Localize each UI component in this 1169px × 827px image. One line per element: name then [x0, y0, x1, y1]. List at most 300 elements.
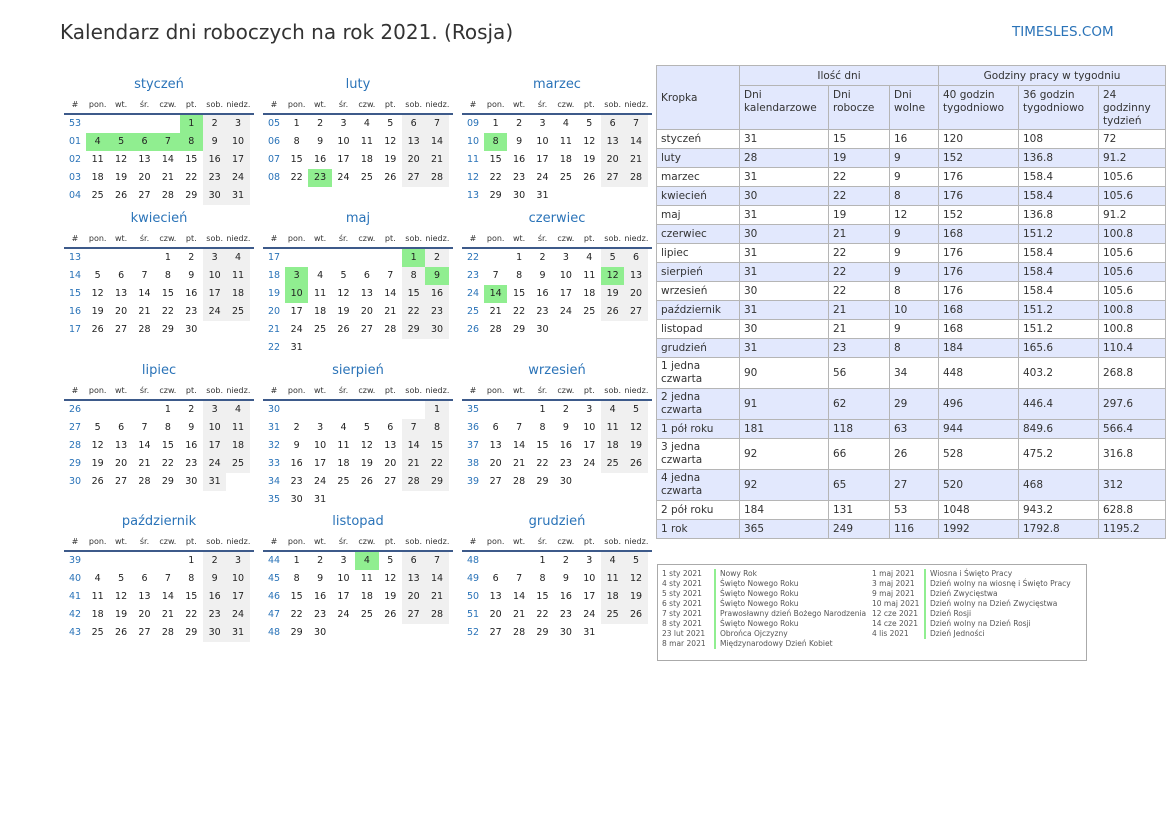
week-number: 14 — [68, 270, 82, 281]
day-cell: 26 — [384, 172, 397, 183]
day-cell — [109, 401, 132, 419]
day-cell: 11 — [601, 419, 624, 437]
day-cell: 8 — [425, 419, 448, 437]
day-cell: 22 — [185, 609, 198, 620]
day-cell: 17 — [226, 151, 249, 169]
value-cell: 152 — [939, 149, 1019, 168]
table-row — [657, 520, 1166, 539]
week-row — [64, 187, 254, 205]
day-cell: 6 — [141, 573, 148, 584]
week-number: 33 — [267, 458, 281, 469]
value-cell: 31 — [740, 130, 829, 149]
day-cell: 29 — [536, 476, 549, 487]
week-row — [64, 133, 254, 151]
day-cell: 13 — [384, 440, 397, 451]
day-cell: 9 — [425, 267, 448, 285]
day-cell: 21 — [138, 306, 151, 317]
day-cell: 25 — [601, 455, 624, 473]
week-row — [64, 169, 254, 187]
day-cell: 7 — [402, 419, 425, 437]
day-cell: 3 — [317, 422, 324, 433]
day-cell: 27 — [402, 606, 425, 624]
day-cell: 26 — [583, 172, 596, 183]
value-cell: 9 — [890, 320, 939, 339]
weekday-label: czw. — [358, 537, 376, 546]
day-cell: 22 — [513, 306, 526, 317]
day-cell: 14 — [384, 288, 397, 299]
day-cell: 6 — [492, 422, 499, 433]
day-cell: 18 — [91, 172, 104, 183]
holiday-date: 8 mar 2021 — [662, 639, 706, 648]
legend-item — [872, 619, 1071, 629]
day-cell: 26 — [624, 455, 647, 473]
month-calendar — [64, 209, 254, 339]
day-cell: 22 — [402, 303, 425, 321]
day-cell: 30 — [559, 627, 572, 638]
holiday-date: 8 sty 2021 — [662, 619, 702, 628]
day-cell: 4 — [340, 422, 347, 433]
day-cell: 9 — [317, 573, 324, 584]
day-cell: 30 — [185, 476, 198, 487]
value-cell: 30 — [740, 187, 829, 206]
day-cell: 9 — [516, 136, 523, 147]
value-cell: 297.6 — [1099, 389, 1166, 420]
holiday-date: 4 sty 2021 — [662, 579, 702, 588]
week-row — [462, 401, 652, 419]
legend-item — [662, 589, 866, 599]
day-cell — [601, 321, 624, 339]
day-cell: 20 — [489, 609, 502, 620]
day-cell — [332, 401, 355, 419]
value-cell: 176 — [939, 263, 1019, 282]
period-cell: lipiec — [657, 244, 740, 263]
week-number: 23 — [466, 270, 480, 281]
day-cell: 31 — [314, 494, 327, 505]
day-cell — [226, 473, 249, 491]
day-cell: 25 — [314, 324, 327, 335]
day-cell: 2 — [317, 555, 324, 566]
day-cell: 21 — [402, 455, 425, 473]
value-cell: 91.2 — [1099, 149, 1166, 168]
week-row — [462, 419, 652, 437]
value-cell: 30 — [740, 282, 829, 301]
value-cell: 10 — [890, 301, 939, 320]
day-cell: 14 — [484, 285, 507, 303]
day-cell: 10 — [559, 270, 572, 281]
day-cell: 24 — [226, 606, 249, 624]
day-cell: 18 — [360, 591, 373, 602]
week-row — [64, 321, 254, 339]
value-cell: 66 — [829, 439, 890, 470]
value-cell: 520 — [939, 470, 1019, 501]
day-cell: 12 — [360, 440, 373, 451]
day-cell — [601, 187, 624, 205]
day-cell: 30 — [513, 190, 526, 201]
week-row — [64, 552, 254, 570]
day-cell: 8 — [539, 422, 546, 433]
value-cell: 628.8 — [1099, 501, 1166, 520]
day-cell: 5 — [118, 573, 125, 584]
week-number: 16 — [68, 306, 82, 317]
week-row — [462, 285, 652, 303]
day-cell: 26 — [624, 606, 647, 624]
day-cell: 11 — [360, 573, 373, 584]
day-cell: 3 — [586, 555, 593, 566]
day-cell — [355, 401, 378, 419]
day-cell: 18 — [559, 154, 572, 165]
value-cell: 90 — [740, 358, 829, 389]
day-cell: 23 — [314, 609, 327, 620]
period-cell: listopad — [657, 320, 740, 339]
value-cell: 72 — [1099, 130, 1166, 149]
day-cell: 22 — [536, 458, 549, 469]
week-row — [263, 588, 453, 606]
day-cell: 22 — [161, 306, 174, 317]
day-cell: 16 — [536, 288, 549, 299]
day-cell: 19 — [583, 154, 596, 165]
day-cell: 21 — [161, 609, 174, 620]
day-cell: 4 — [226, 401, 249, 419]
week-row — [263, 303, 453, 321]
column-header: 40 godzin tygodniowo — [939, 86, 1019, 130]
weekday-label: niedz. — [425, 100, 450, 109]
day-cell — [624, 624, 647, 642]
day-cell: 17 — [536, 154, 549, 165]
column-header: Dni wolne — [890, 86, 939, 130]
day-cell — [355, 339, 378, 357]
day-cell: 26 — [115, 627, 128, 638]
day-cell: 20 — [138, 609, 151, 620]
day-cell: 20 — [402, 151, 425, 169]
value-cell: 475.2 — [1019, 439, 1099, 470]
day-cell — [624, 187, 647, 205]
day-cell: 3 — [203, 249, 226, 267]
weekday-header — [64, 231, 254, 249]
weekday-label: pt. — [583, 386, 595, 395]
day-cell: 16 — [203, 151, 226, 169]
value-cell: 468 — [1019, 470, 1099, 501]
legend-item — [872, 579, 1071, 589]
day-cell: 11 — [360, 136, 373, 147]
week-number: 43 — [68, 627, 82, 638]
day-cell: 30 — [185, 324, 198, 335]
day-cell: 16 — [559, 591, 572, 602]
day-cell: 10 — [583, 573, 596, 584]
day-cell — [379, 491, 402, 509]
value-cell: 31 — [740, 168, 829, 187]
day-cell: 3 — [226, 552, 249, 570]
week-number: 51 — [466, 609, 480, 620]
weekday-label: niedz. — [226, 386, 251, 395]
day-cell: 10 — [226, 133, 249, 151]
day-cell: 23 — [203, 169, 226, 187]
day-cell: 16 — [314, 591, 327, 602]
holiday-name: Nowy Rok — [714, 569, 757, 579]
week-number: 20 — [267, 306, 281, 317]
day-cell: 5 — [109, 133, 132, 151]
day-cell: 4 — [94, 573, 101, 584]
day-cell: 22 — [290, 609, 303, 620]
day-cell — [332, 339, 355, 357]
value-cell: 30 — [740, 225, 829, 244]
day-cell: 18 — [601, 588, 624, 606]
weekday-label: śr. — [537, 100, 548, 109]
weekday-label: śr. — [139, 100, 150, 109]
week-row — [263, 321, 453, 339]
weekday-label: pt. — [185, 100, 197, 109]
day-cell: 1 — [180, 115, 203, 133]
value-cell: 56 — [829, 358, 890, 389]
table-row — [657, 439, 1166, 470]
value-cell: 158.4 — [1019, 282, 1099, 301]
week-row — [64, 151, 254, 169]
day-cell: 15 — [290, 154, 303, 165]
day-cell: 5 — [624, 401, 647, 419]
day-cell: 9 — [188, 270, 195, 281]
week-row — [64, 285, 254, 303]
day-cell: 19 — [384, 154, 397, 165]
day-cell: 17 — [337, 154, 350, 165]
week-number: 44 — [267, 555, 281, 566]
day-cell: 2 — [425, 249, 448, 267]
day-cell — [484, 552, 507, 570]
day-cell: 6 — [118, 270, 125, 281]
day-cell: 23 — [559, 458, 572, 469]
holiday-name: Prawosławny dzień Bożego Narodzenia — [714, 609, 866, 619]
week-row — [462, 187, 652, 205]
value-cell: 9 — [890, 263, 939, 282]
day-cell: 15 — [161, 440, 174, 451]
value-cell: 176 — [939, 168, 1019, 187]
day-cell: 2 — [317, 118, 324, 129]
day-cell — [308, 249, 331, 267]
day-cell — [578, 187, 601, 205]
weekday-label: niedz. — [624, 386, 649, 395]
day-cell: 25 — [559, 172, 572, 183]
day-cell: 31 — [203, 473, 226, 491]
weekday-label: niedz. — [226, 234, 251, 243]
day-cell: 28 — [402, 473, 425, 491]
day-cell: 3 — [226, 115, 249, 133]
holiday-date: 23 lut 2021 — [662, 629, 706, 638]
day-cell: 20 — [624, 285, 647, 303]
day-cell: 24 — [583, 609, 596, 620]
day-cell: 11 — [601, 570, 624, 588]
week-row — [462, 588, 652, 606]
value-cell: 152 — [939, 206, 1019, 225]
day-cell: 29 — [185, 190, 198, 201]
day-cell: 15 — [536, 440, 549, 451]
month-name: sierpień — [332, 363, 384, 378]
day-cell — [484, 249, 507, 267]
week-number: 11 — [466, 154, 480, 165]
value-cell: 30 — [740, 320, 829, 339]
weekday-label: sob. — [405, 386, 422, 395]
month-calendar — [263, 75, 453, 187]
month-calendar — [64, 512, 254, 642]
day-cell: 28 — [513, 476, 526, 487]
weekday-label: czw. — [557, 100, 575, 109]
table-row — [657, 320, 1166, 339]
holiday-date: 3 maj 2021 — [872, 579, 915, 588]
period-cell: czerwiec — [657, 225, 740, 244]
day-cell — [624, 473, 647, 491]
day-cell: 3 — [586, 404, 593, 415]
day-cell — [425, 339, 448, 357]
day-cell: 27 — [115, 476, 128, 487]
holiday-legend-right — [872, 569, 1071, 639]
week-row — [263, 624, 453, 642]
period-cell: marzec — [657, 168, 740, 187]
weekday-label: sob. — [206, 537, 223, 546]
day-cell: 25 — [91, 190, 104, 201]
weekday-label: sob. — [206, 234, 223, 243]
period-cell: sierpień — [657, 263, 740, 282]
day-cell — [379, 249, 402, 267]
day-cell: 20 — [384, 458, 397, 469]
value-cell: 9 — [890, 149, 939, 168]
value-cell: 168 — [939, 301, 1019, 320]
value-cell: 181 — [740, 420, 829, 439]
day-cell — [507, 552, 530, 570]
day-cell: 15 — [185, 591, 198, 602]
weekday-label: niedz. — [624, 100, 649, 109]
day-cell: 27 — [384, 476, 397, 487]
week-number: 39 — [466, 476, 480, 487]
value-cell: 53 — [890, 501, 939, 520]
day-cell: 24 — [226, 169, 249, 187]
day-cell: 10 — [337, 573, 350, 584]
day-cell: 11 — [314, 288, 327, 299]
month-name: czerwiec — [528, 211, 586, 226]
period-cell: wrzesień — [657, 282, 740, 301]
value-cell: 22 — [829, 187, 890, 206]
day-cell: 11 — [583, 270, 596, 281]
weekday-label: wt. — [114, 234, 128, 243]
day-cell: 9 — [562, 422, 569, 433]
day-cell: 1 — [425, 401, 448, 419]
weekday-label: pt. — [583, 100, 595, 109]
week-row — [462, 267, 652, 285]
legend-item — [872, 629, 1071, 639]
period-cell: 4 jedna czwarta — [657, 470, 740, 501]
week-number: 18 — [267, 270, 281, 281]
table-row — [657, 187, 1166, 206]
day-cell — [379, 401, 402, 419]
day-cell: 13 — [402, 570, 425, 588]
day-cell — [285, 249, 308, 267]
value-cell: 19 — [829, 149, 890, 168]
weekday-label: pon. — [88, 100, 107, 109]
day-cell: 28 — [161, 627, 174, 638]
day-cell: 4 — [586, 252, 593, 263]
day-cell: 21 — [425, 151, 448, 169]
value-cell: 249 — [829, 520, 890, 539]
column-header: 24 godzinny tydzień — [1099, 86, 1166, 130]
value-cell: 22 — [829, 282, 890, 301]
value-cell: 8 — [890, 187, 939, 206]
day-cell: 3 — [340, 118, 347, 129]
day-cell: 1 — [539, 404, 546, 415]
day-cell: 5 — [387, 555, 394, 566]
day-cell: 26 — [91, 476, 104, 487]
day-cell — [402, 624, 425, 642]
day-cell: 8 — [180, 133, 203, 151]
week-number-header: # — [71, 386, 79, 395]
day-cell: 5 — [601, 249, 624, 267]
weekday-label: czw. — [159, 386, 177, 395]
day-cell: 30 — [314, 627, 327, 638]
weekday-label: wt. — [512, 100, 526, 109]
day-cell: 6 — [133, 133, 156, 151]
week-number: 15 — [68, 288, 82, 299]
week-number: 10 — [466, 136, 480, 147]
day-cell: 19 — [624, 437, 647, 455]
week-number: 13 — [466, 190, 480, 201]
day-cell: 25 — [337, 476, 350, 487]
value-cell: 9 — [890, 225, 939, 244]
day-cell — [484, 401, 507, 419]
day-cell: 28 — [161, 190, 174, 201]
week-number: 34 — [267, 476, 281, 487]
day-cell: 26 — [115, 190, 128, 201]
week-row — [462, 606, 652, 624]
day-cell — [133, 401, 156, 419]
weekday-label: wt. — [114, 100, 128, 109]
legend-item — [662, 569, 866, 579]
week-number: 19 — [267, 288, 281, 299]
weekday-label: sob. — [405, 100, 422, 109]
value-cell: 943.2 — [1019, 501, 1099, 520]
month-name: kwiecień — [130, 211, 188, 226]
week-number-header: # — [270, 537, 278, 546]
week-row — [263, 401, 453, 419]
day-cell: 11 — [559, 136, 572, 147]
week-row — [64, 303, 254, 321]
site-link[interactable]: TIMESLES.COM — [1012, 24, 1114, 40]
day-cell: 24 — [337, 609, 350, 620]
day-cell — [601, 473, 624, 491]
day-cell: 30 — [290, 494, 303, 505]
week-row — [263, 285, 453, 303]
holiday-name: Dzień Zwycięstwa — [924, 589, 998, 599]
weekday-label: pon. — [287, 537, 306, 546]
day-cell: 3 — [340, 555, 347, 566]
month-calendar — [462, 209, 652, 339]
week-number: 26 — [466, 324, 480, 335]
legend-item — [662, 599, 866, 609]
day-cell: 18 — [314, 306, 327, 317]
value-cell: 63 — [890, 420, 939, 439]
day-cell: 23 — [536, 306, 549, 317]
day-cell: 6 — [402, 552, 425, 570]
week-row — [263, 169, 453, 187]
day-cell: 26 — [384, 609, 397, 620]
table-row — [657, 130, 1166, 149]
holiday-date: 1 sty 2021 — [662, 569, 702, 578]
day-cell: 18 — [583, 288, 596, 299]
day-cell — [332, 624, 355, 642]
month-calendar — [263, 512, 453, 642]
weekday-label: śr. — [537, 234, 548, 243]
day-cell: 20 — [601, 151, 624, 169]
weekday-label: niedz. — [425, 386, 450, 395]
day-cell: 19 — [115, 172, 128, 183]
week-row — [263, 552, 453, 570]
day-cell: 2 — [516, 118, 523, 129]
day-cell: 18 — [337, 458, 350, 469]
day-cell — [402, 401, 425, 419]
